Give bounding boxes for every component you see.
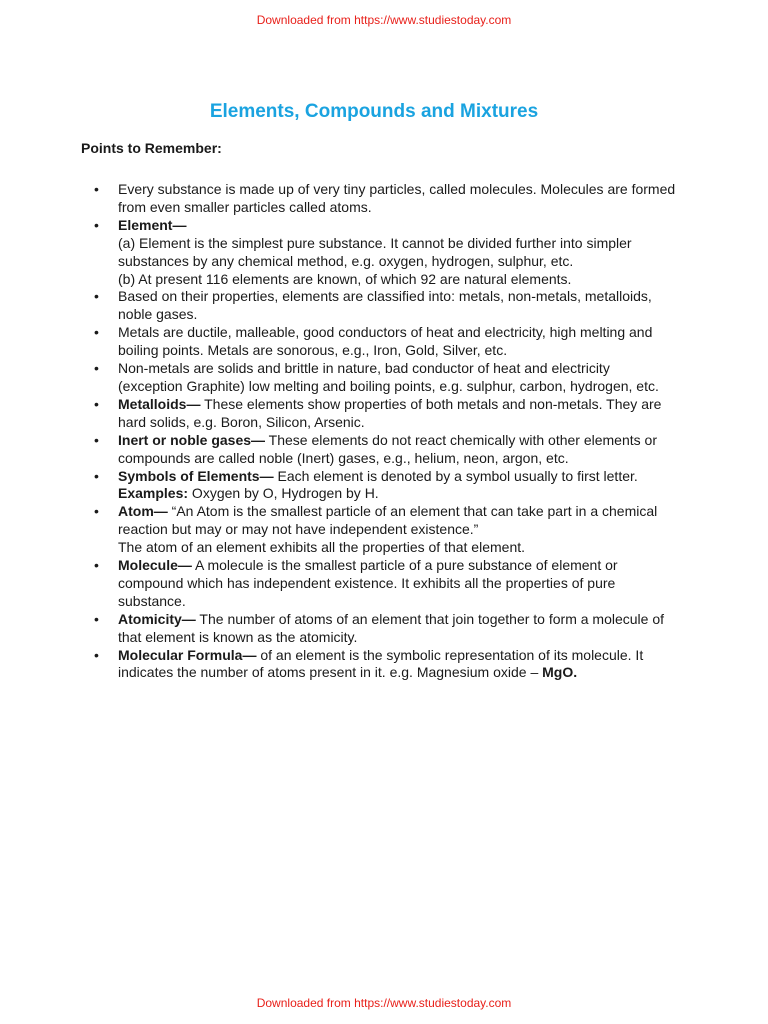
point-text: Non-metals are solids and brittle in nature, bad conductor of heat and electricity (exception Graphite) low melting and boiling points, e.g. sulphur, carbon, hydrogen, etc. <box>118 360 659 394</box>
point-text: (a) Element is the simplest pure substance. It cannot be divided further into simpler substances by any chemical method, e.g. oxygen, hydrogen, sulphur, etc. <box>118 234 632 269</box>
list-item <box>94 647 676 683</box>
download-watermark-top: Downloaded from https://www.studiestoday.com <box>256 13 512 27</box>
section-subheading: Points to Remember: <box>81 140 222 156</box>
points-list <box>94 181 676 682</box>
list-item <box>94 432 676 468</box>
point-text: of an element is the symbolic representation of its molecule. It indicates the number of atoms present in it. e.g. Magnesium oxide – <box>118 646 644 681</box>
point-term: Symbols of Elements— <box>118 467 274 484</box>
point-text: Each element is denoted by a symbol usually to first letter. <box>273 467 638 484</box>
list-item <box>94 557 676 611</box>
list-item <box>94 611 676 647</box>
point-term: Metalloids— <box>118 395 201 412</box>
point-text: A molecule is the smallest particle of a pure substance of element or compound which has independent existence. It exhibits all the properties of pure substance. <box>118 557 618 609</box>
list-item <box>94 360 676 396</box>
list-item <box>94 324 676 360</box>
list-item <box>94 288 676 324</box>
point-text: (b) At present 116 elements are known, of which 92 are natural elements. <box>118 270 572 287</box>
point-text: These elements show properties of both metals and non-metals. They are hard solids, e.g. Boron, Silicon, Arsenic. <box>118 395 662 430</box>
list-item <box>94 181 676 217</box>
point-text: “An Atom is the smallest particle of an element that can take part in a chemical reaction but may or may not have independent existence.” <box>118 503 658 538</box>
point-text: These elements do not react chemically with other elements or compounds are called noble (Inert) gases, e.g., helium, neon, argon, etc. <box>118 431 657 466</box>
point-term: Atomicity— <box>118 610 196 627</box>
point-text: Every substance is made up of very tiny particles, called molecules. Molecules are formed from even smaller particles called atoms. <box>118 181 676 215</box>
formula-example: MgO. <box>542 664 578 681</box>
point-text: Metals are ductile, malleable, good conductors of heat and electricity, high melting and boiling points. Metals are sonorous, e.g., Iron, Gold, Silver, etc. <box>118 324 653 359</box>
list-item <box>94 503 676 557</box>
point-term: Molecule— <box>118 557 192 574</box>
page-title: Elements, Compounds and Mixtures <box>209 101 539 122</box>
point-term: Examples: <box>118 485 189 502</box>
point-term: Atom— <box>118 503 168 520</box>
list-item <box>94 396 676 432</box>
point-text: The atom of an element exhibits all the properties of that element. <box>118 539 526 556</box>
point-text: Oxygen by O, Hydrogen by H. <box>188 485 379 502</box>
point-text: Based on their properties, elements are classified into: metals, non-metals, metalloids, noble gases. <box>118 288 652 323</box>
point-term: • Element— <box>118 216 187 233</box>
list-item <box>94 468 676 504</box>
point-term: Inert or noble gases— <box>118 431 266 448</box>
list-item <box>94 217 676 289</box>
download-watermark-bottom: Downloaded from https://www.studiestoday.com <box>256 996 512 1010</box>
point-text: The number of atoms of an element that join together to form a molecule of that element is known as the atomicity. <box>118 610 665 645</box>
point-term: Molecular Formula— <box>118 646 257 663</box>
